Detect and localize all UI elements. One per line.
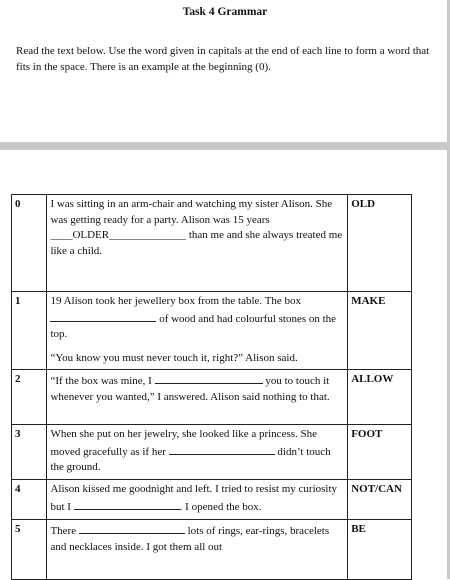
text-after: didn’t touch the ground.: [50, 445, 331, 473]
answer-blank[interactable]: [50, 310, 156, 322]
keyword: ALLOW: [348, 370, 412, 425]
row-number: 3: [12, 425, 47, 480]
text-before: There: [50, 525, 79, 537]
text-after: lots of rings, ear-rings, bracelets and necklaces inside. I got them all out: [50, 525, 330, 553]
row-number: 1: [12, 292, 47, 370]
text-before: 19 Alison took her jewellery box from the table. The box: [50, 295, 302, 307]
text-after: of wood and had colourful stones on the top.: [50, 312, 337, 340]
table-row: [12, 520, 412, 580]
text-before: “If the box was mine, I: [50, 375, 155, 387]
row-extra-text: “You know you must never touch it, right?” Alison said.: [50, 351, 298, 364]
keyword: OLD: [348, 195, 412, 292]
text-before: Alison kissed me goodnight and left. I tried to resist my curiosity but I: [50, 483, 338, 513]
page-separator: [0, 142, 450, 150]
exercise-table: [11, 194, 412, 580]
keyword: NOT/CAN: [348, 480, 412, 520]
row-text: [47, 480, 348, 520]
table-row: [12, 480, 412, 520]
keyword: MAKE: [348, 292, 412, 370]
table-row: [12, 195, 412, 292]
text-before: I was sitting in an arm-chair and watching my sister Alison. She was getting ready for a party. Alison was 15 years: [50, 198, 333, 226]
row-text: [47, 425, 348, 480]
text-after: than me and she always treated me like a child.: [50, 229, 343, 257]
answer-blank[interactable]: [74, 498, 180, 510]
row-number: 5: [12, 520, 47, 580]
text-after: you to touch it whenever you wanted,” I answered. Alison said nothing to that.: [50, 375, 330, 403]
text-after: . I opened the box.: [179, 500, 262, 513]
keyword: FOOT: [348, 425, 412, 480]
example-answer: OLDER: [72, 229, 110, 241]
row-number: 2: [12, 370, 47, 425]
row-text: [47, 195, 348, 292]
task-title: Task 4 Grammar: [182, 6, 268, 18]
row-text: [47, 292, 348, 370]
text-before: When she put on her jewelry, she looked like a princess. She moved gracefully as if her: [50, 428, 318, 458]
table-row: [12, 425, 412, 480]
answer-blank[interactable]: [169, 443, 275, 455]
exercise-page: [0, 150, 450, 579]
table-row: [12, 292, 412, 370]
keyword: BE: [348, 520, 412, 580]
answer-blank[interactable]: [79, 522, 185, 534]
instructions-page: [0, 0, 450, 142]
blank-trail: ______________: [109, 229, 187, 241]
answer-blank[interactable]: [155, 372, 263, 384]
table-row: [12, 370, 412, 425]
row-text: [47, 370, 348, 425]
blank-lead: ____: [50, 229, 73, 241]
row-number: 4: [12, 480, 47, 520]
row-number: 0: [12, 195, 47, 292]
row-text: [47, 520, 348, 580]
task-instructions: Read the text below. Use the word given in capitals at the end of each line to form a word that fits in the space. There is an example at the beginning (0).: [16, 45, 430, 73]
